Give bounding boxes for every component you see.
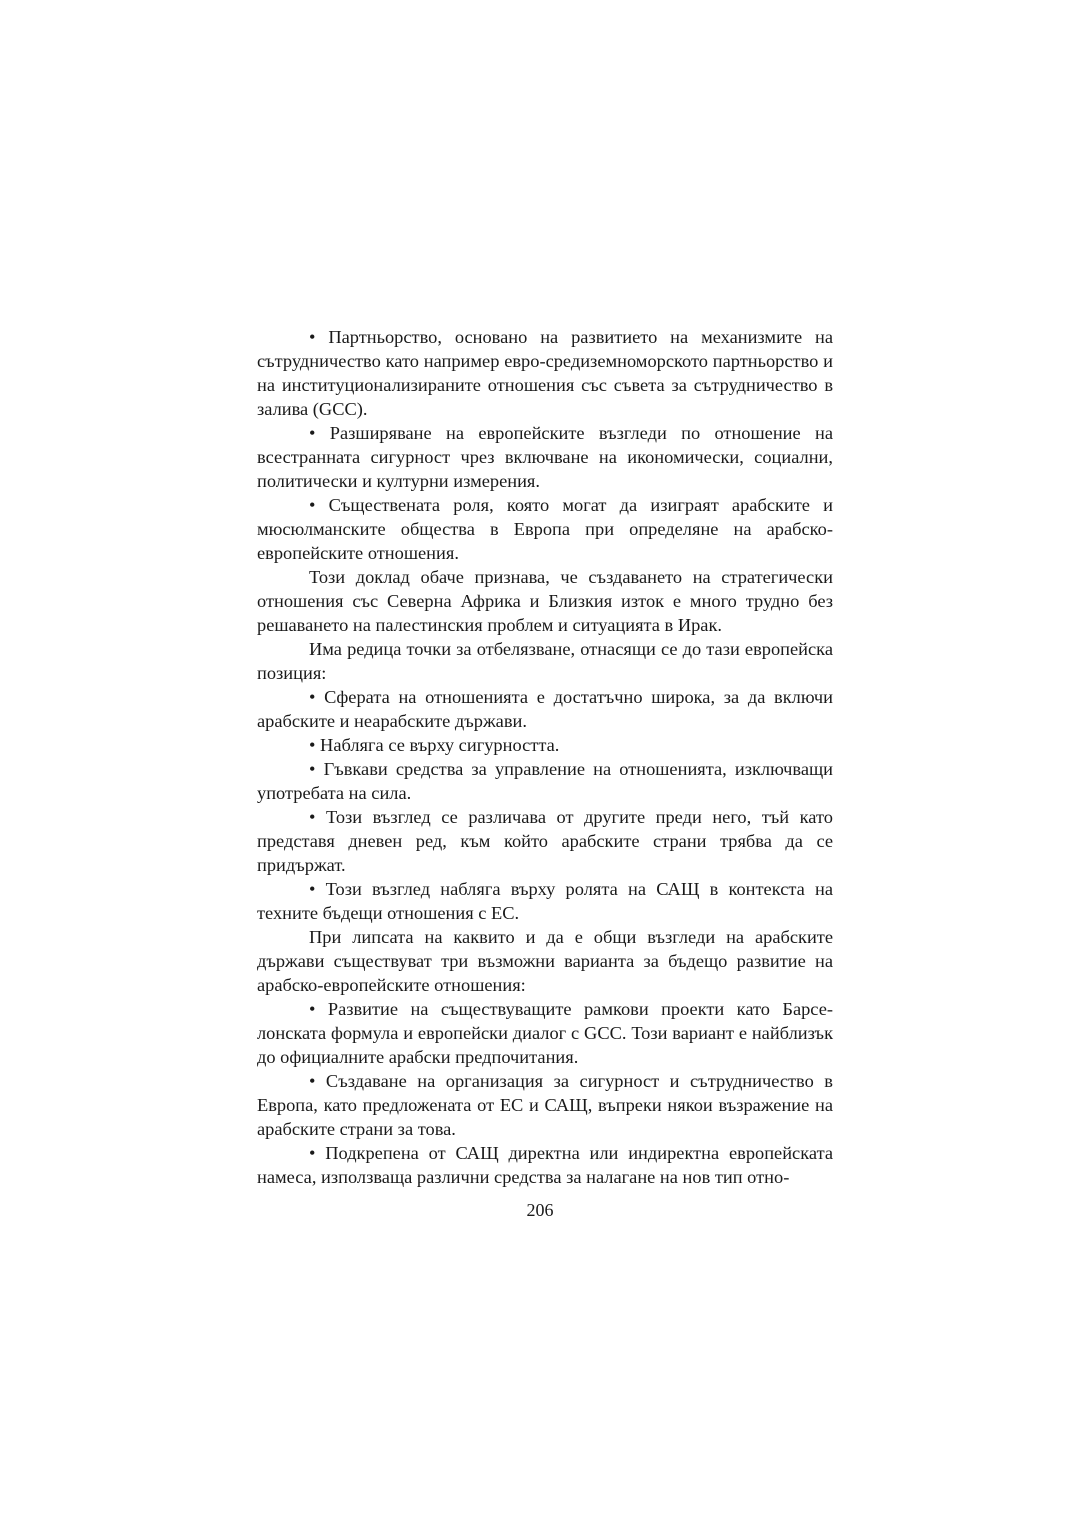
bullet-paragraph: • Развитие на съществуващите рамкови проекти като Барселонската формула и европейски диалог с GCC. Този вариант е найблизък до официалните арабски предпочитания. xyxy=(257,999,833,1067)
body-paragraph: Този доклад обаче признава, че създаването на стратегически отношения със Северна Африка и Близкия изток е много трудно без решаването на палестинския проблем и ситуацията в Ирак. xyxy=(257,567,833,635)
bullet-paragraph: • Партньорство, основано на развитието на механизмите на сътрудничество като например евро-средиземноморското партньорство и на институционализираните отношения със съвета за сътрудничество в залива (GCC). xyxy=(257,327,833,419)
bullet-paragraph: • Този възглед се различава от другите преди него, тъй като представя дневен ред, към който арабските страни трябва да се придържат. xyxy=(257,807,833,875)
body-paragraph: Има редица точки за отбелязване, отнасящи се до тази европейска позиция: xyxy=(257,639,833,683)
bullet-paragraph: • Сферата на отношенията е достатъчно широка, за да включи арабските и неарабските държави. xyxy=(257,687,833,731)
bullet-paragraph: • Гъвкави средства за управление на отношенията, изключващи употребата на сила. xyxy=(257,759,833,803)
bullet-paragraph: • Съществената роля, която могат да изиграят арабските и мюсюлманските общества в Европа при определяне на арабско-европейските отношения. xyxy=(257,495,833,563)
page-number: 206 xyxy=(526,1200,554,1220)
bullet-paragraph: • Този възглед наблягa върху ролята на САЩ в контекста на техните бъдещи отношения с ЕС. xyxy=(257,879,833,923)
bullet-paragraph: • Разширяване на европейските възгледи по отношение на всестранната сигурност чрез включване на икономически, социални, политически и културни измерения. xyxy=(257,423,833,491)
body-text xyxy=(257,325,833,1189)
body-paragraph: При липсата на каквито и да е общи възгледи на арабските държави съществуват три възможни варианта за бъдещо развитие на арабско-европейските отношения: xyxy=(257,927,833,995)
bullet-paragraph: • Наблягa се върху сигурността. xyxy=(309,735,560,755)
bullet-paragraph: • Подкрепена от САЩ директна или индиректна европейската намеса, използваща различни средства за налагане на нов тип отно- xyxy=(257,1143,833,1187)
bullet-paragraph: • Създаване на организация за сигурност и сътрудничество в Европа, като предложената от ЕС и САЩ, въпреки някои възражение на арабските страни за това. xyxy=(257,1071,833,1139)
